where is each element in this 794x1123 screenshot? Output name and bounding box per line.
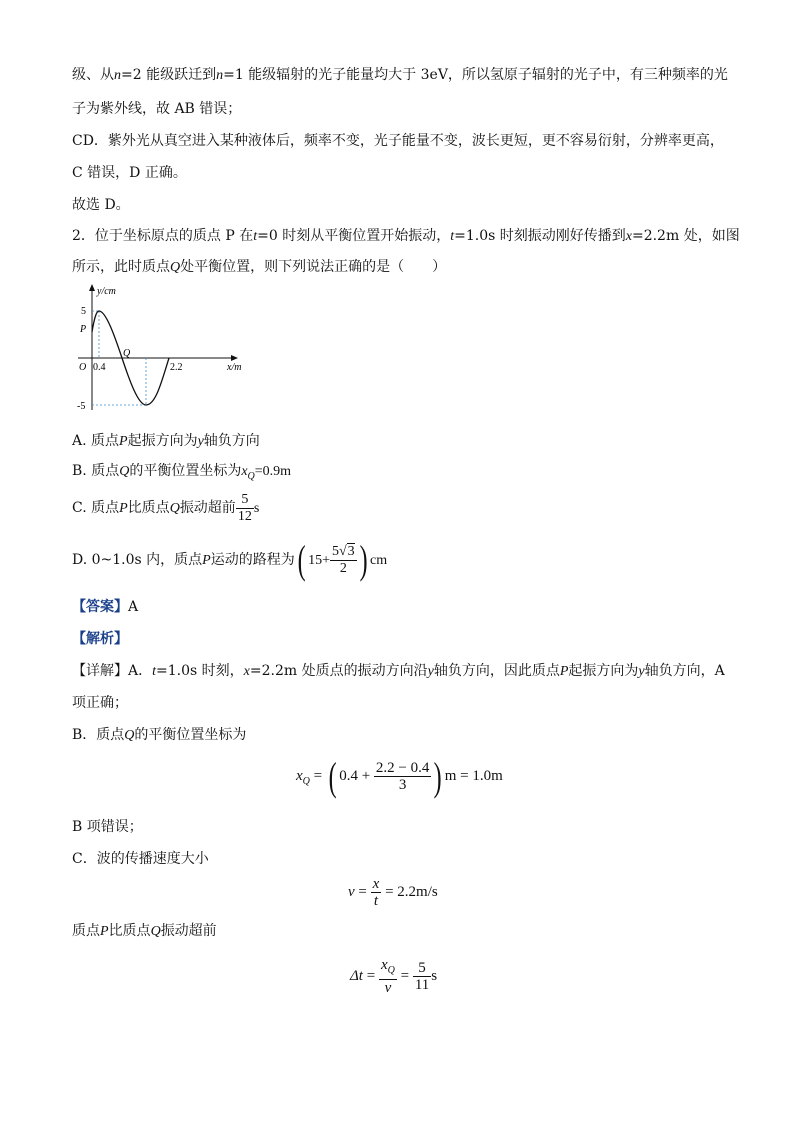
text-line: 子为紫外线，故 AB 错误； — [72, 101, 242, 117]
text-line: C 错误，D 正确。 — [72, 165, 187, 181]
option-b: B. 质点Q的平衡位置坐标为$x_Q=0.9m$ — [72, 463, 292, 482]
equation-v: v = $\frac{x}{t}$ = 2.2m/s — [348, 876, 438, 910]
origin-label: O — [79, 362, 87, 373]
wave-graph — [70, 282, 260, 417]
x-axis-label: x/m — [227, 362, 242, 373]
label-P: P — [80, 324, 87, 335]
fraction-5sqrt3-2: $\frac{5√3}{2}$ — [331, 543, 355, 576]
detail-line: C．波的传播速度大小 — [72, 851, 209, 867]
x-tick-22: 2.2 — [170, 362, 183, 373]
text-line: CD．紫外光从真空进入某种液体后，频率不变，光子能量不变，波长更短，更不容易衍射，分辨率更高， — [72, 133, 724, 149]
detail-line: B 项错误； — [72, 819, 143, 835]
fraction-5-12: $\frac{5}{12}$ — [237, 491, 252, 524]
y-axis-label: y/cm — [97, 286, 116, 297]
detail-line: 【详解】A．t=1.0s 时刻，x=2.2m 处质点的振动方向沿y轴负方向，因此质点P起振方向为y轴负方向，A — [72, 663, 725, 679]
detail-line: 项正确； — [72, 695, 128, 711]
detail-line: B．质点Q的平衡位置坐标为 — [72, 727, 247, 743]
label-Q: Q — [123, 348, 131, 359]
option-c: C. 质点P比质点Q振动超前 $\frac{5}{12}$ s — [72, 491, 260, 524]
analysis-label: 【解析】 — [72, 631, 128, 647]
question-text: 2．位于坐标原点的质点 P 在t=0 时刻从平衡位置开始振动，t=1.0s 时刻振动刚好传播到x=2.2m 处，如图 — [72, 228, 740, 244]
y-tick-5: 5 — [81, 306, 86, 317]
y-axis-arrow — [89, 284, 95, 291]
answer-line: 【答案】A — [72, 599, 139, 615]
option-d: D. 0~1.0s 内，质点P运动的路程为( 15+ $\frac{5√3}{2}$ ) cm — [72, 537, 388, 582]
x-axis-arrow — [231, 355, 238, 361]
option-a: A. 质点P起振方向为y轴负方向 — [72, 433, 260, 449]
x-tick-04: 0.4 — [93, 362, 106, 373]
equation-xq: $x_Q$ = ( 0.4 + $\frac{2.2 - 0.4}{3}$ ) m = 1.0m — [296, 753, 503, 799]
detail-line: 质点P比质点Q振动超前 — [72, 923, 217, 939]
question-text: 所示，此时质点Q处平衡位置，则下列说法正确的是（ ） — [72, 259, 447, 275]
text-line: 级、从n=2 能级跃迁到n=1 能级辐射的光子能量均大于 3eV，所以氢原子辐射的光子中，有三种频率的光 — [72, 67, 728, 83]
equation-dt: Δt = $\frac{x_Q}{v}$ = $\frac{5}{11}$ s — [350, 957, 438, 997]
text-line: 故选 D。 — [72, 197, 130, 213]
y-tick-neg5: -5 — [77, 401, 86, 412]
